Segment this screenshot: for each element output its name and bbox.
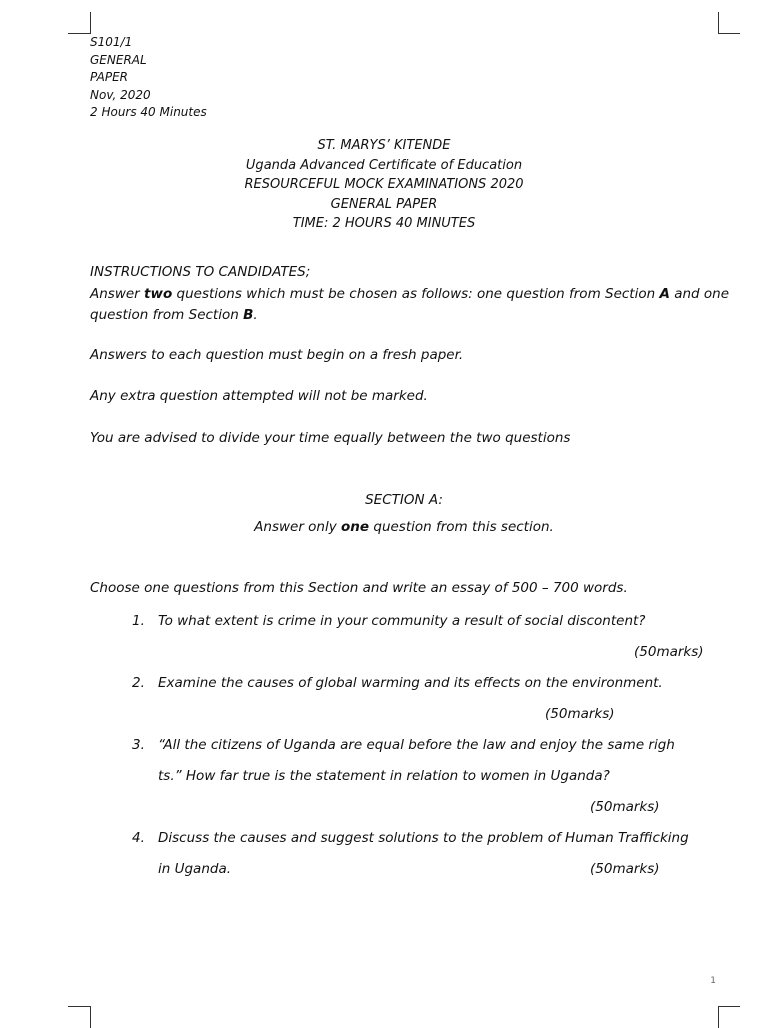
exam-date: Nov, 2020 — [90, 87, 151, 102]
crop-mark-top-left-v — [90, 12, 91, 34]
question-2-marks: (50marks) — [545, 706, 615, 722]
page-number: 1 — [710, 976, 716, 986]
question-3-marks: (50marks) — [590, 799, 660, 815]
instr-bold-two: two — [144, 286, 173, 302]
paper-name: GENERAL PAPER — [330, 196, 438, 212]
question-text: “All the citizens of Uganda are equal before the law and enjoy the same righ — [158, 737, 675, 753]
instructions-heading: INSTRUCTIONS TO CANDIDATES; — [90, 264, 311, 280]
subject-line-1: GENERAL — [90, 52, 147, 67]
question-text: Examine the causes of global warming and its effects on the environment. — [158, 675, 663, 691]
question-number: 4. — [132, 830, 145, 846]
school-name: ST. MARYS’ KITENDE — [317, 138, 451, 153]
crop-mark-top-right-v — [718, 12, 719, 34]
crop-mark-bottom-left-h — [68, 1006, 90, 1007]
certificate-name: Uganda Advanced Certificate of Education — [245, 157, 523, 173]
subject-line-2: PAPER — [90, 70, 129, 84]
instructions-answer-line — [90, 284, 730, 326]
instr-text-c: and one question from Section — [90, 286, 730, 323]
question-number: 2. — [132, 675, 145, 691]
title-block — [0, 136, 768, 234]
question-4-marks: (50marks) — [590, 861, 660, 877]
paper-header — [90, 34, 207, 122]
exam-name: RESOURCEFUL MOCK EXAMINATIONS 2020 — [244, 177, 524, 192]
crop-mark-bottom-right-v — [718, 1006, 719, 1028]
section-a-instruction: Choose one questions from this Section and write an essay of 500 – 700 words. — [90, 580, 628, 596]
question-number: 1. — [132, 613, 145, 629]
question-text: Discuss the causes and suggest solutions to the problem of Human Trafficking — [158, 830, 689, 846]
question-text: To what extent is crime in your community a result of social discontent? — [158, 613, 646, 629]
instr-text-b: questions which must be chosen as follows: one question from Section — [172, 286, 660, 302]
time-allowed: TIME: 2 HOURS 40 MINUTES — [292, 216, 476, 231]
section-sub-b: question from this section. — [369, 519, 554, 535]
instr-text-d: . — [253, 307, 258, 323]
section-sub-bold: one — [341, 519, 370, 535]
instr-bold-a: A — [659, 286, 670, 302]
instr-text-a: Answer — [90, 286, 145, 302]
section-a-subtitle — [0, 519, 768, 535]
question-text-continued: in Uganda. — [158, 861, 232, 877]
crop-mark-bottom-left-v — [90, 1006, 91, 1028]
crop-mark-top-left-h — [68, 33, 90, 34]
question-number: 3. — [132, 737, 145, 753]
crop-mark-bottom-right-h — [718, 1006, 740, 1007]
crop-mark-top-right-h — [718, 33, 740, 34]
instr-bold-b: B — [243, 307, 254, 323]
section-sub-a: Answer only — [254, 519, 342, 535]
paper-code: S101/1 — [90, 35, 133, 49]
section-a-title: SECTION A: — [365, 492, 443, 508]
question-text-continued: ts.” How far true is the statement in relation to women in Uganda? — [158, 768, 610, 784]
instruction-extra-question: Any extra question attempted will not be marked. — [90, 388, 428, 404]
instruction-fresh-paper: Answers to each question must begin on a fresh paper. — [90, 347, 464, 363]
instruction-time-advice: You are advised to divide your time equally between the two questions — [90, 430, 571, 446]
question-1-marks: (50marks) — [634, 644, 704, 660]
exam-duration: 2 Hours 40 Minutes — [90, 105, 207, 119]
